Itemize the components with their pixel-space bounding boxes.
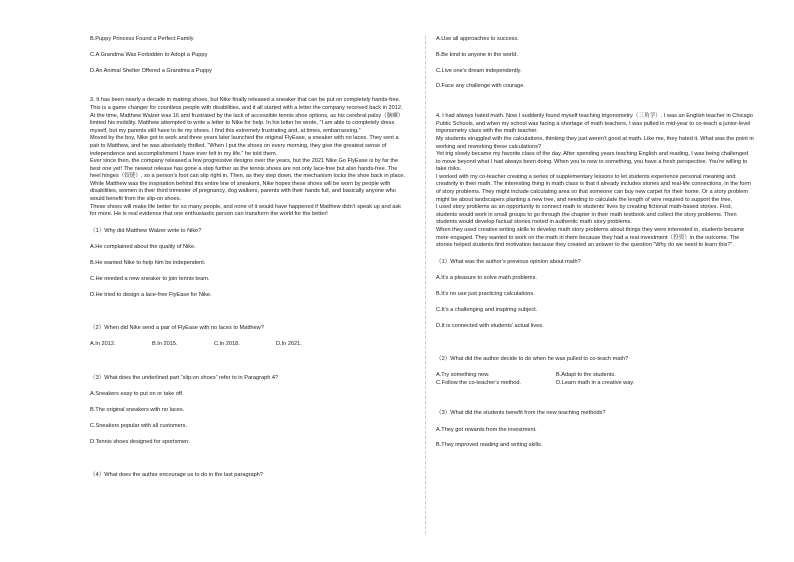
answer-option: A.In 2012.	[90, 341, 116, 348]
answer-option: C.It’s a challenging and inspiring subject.	[436, 306, 538, 313]
answer-option: B.They improved reading and writing skills.	[436, 442, 543, 449]
answer-option: C.He needed a new sneaker to join tennis team.	[90, 276, 210, 282]
answer-option-row	[436, 380, 754, 388]
prev-option: D.An Animal Shelter Offered a Grandma a Puppy	[90, 67, 212, 74]
prev-option: C.A Grandma Was Forbidden to Adopt a Puppy	[90, 51, 208, 58]
prev-option: A.Use all approaches to success.	[436, 36, 519, 42]
passage-paragraph: I used story problems as an opportunity to connect math to students’ lives by creating fictional math-based stories. First, students would work in small groups to go through the chapter in their math textbook and collect the story problems. Then students would develop factual stories rooted in authentic math story problems.	[436, 204, 737, 226]
answer-option: A.Sneakers easy to put on or take off.	[90, 390, 184, 397]
answer-option: D.In 2021.	[276, 341, 302, 348]
passage-paragraph: Ever since then, the company released a few progressive designs over the years, but the 2021 Nike Go FlyEase is by far the best one yet! The newest release has gone a step further as the tennis shoes are not only lace-free but also hands-free. The heel hinges（铰链）, so a person’s foot can slip right in. Then, as they step down, the mechanism locks the shoe back in place.	[90, 158, 406, 180]
answer-option: D.Tennis shoes designed for sportsmen.	[90, 438, 190, 445]
prev-option: B.Be kind to anyone in the world.	[436, 51, 518, 58]
passage-paragraph: 4. I had always hated math. Now I suddenly found myself teaching trigonometry（三角学）. I was an English teacher in Chicago Public Schools, and when my school was facing a shortage of math teachers, I was pulled in mid-year to co-teach a junior-level trigonometry class with the math teacher.	[436, 113, 753, 135]
spacer	[90, 455, 408, 463]
passage-paragraph: 3. It has been nearly a decade in making shoes, but Nike finally released a sneaker that can be put on completely hands-free. This is a game changer for countless people with disabilities, and it all started with a letter the company received back in 2012.	[90, 97, 403, 111]
answer-option: D.It is connected with students’ actual lives.	[436, 322, 544, 329]
left-column	[90, 36, 408, 488]
passage-paragraph: While Matthew was the inspiration behind this entire line of sneakers, Nike hopes these shoes will be worn by people with disabilities, women in their third trimester of pregnancy, dog walkers, parents with their hands full, and basically anyone who would benefit from the slip-on shoes.	[90, 180, 396, 203]
answer-option: C.Follow the co-teacher’s method.	[436, 379, 521, 386]
spacer	[436, 339, 754, 347]
question-stem: （1）What was the author’s previous opinion about math?	[436, 258, 581, 265]
answer-option: A.It’s a pleasure to solve math problems.	[436, 275, 537, 281]
answer-option: A.He complained about the quality of Nike.	[90, 244, 196, 251]
passage-paragraph: At the time, Matthew Walzer was 16 and frustrated by the lack of accessible tennis shoe options, as his cerebral palsy（脑瘫）limited his mobility. Matthew attempted to write a letter to Nike for help. In his letter he wrote, “I am able to completely dress myself, but my parents still have to tie my shoes. I find this extremely frustrating and, at times, embarrassing.”	[90, 112, 404, 134]
passage-paragraph: These shoes will make life better for so many people, and none of it would have happened if Matthew didn’t speak up and ask for more. He is real evidence that one enthusiastic person can transform the world for the better!	[90, 203, 401, 218]
column-divider	[425, 36, 426, 534]
answer-option: D.He tried to design a lace-free FlyEase for Nike.	[90, 291, 212, 298]
spacer	[90, 358, 408, 366]
question-stem: （3）What did the students benefit from the new teaching methods?	[436, 410, 606, 417]
prev-option: C.Live one’s dream independently.	[436, 67, 522, 74]
answer-option: B.The original sneakers with no laces.	[90, 406, 185, 413]
answer-option: B.In 2015.	[152, 341, 178, 348]
passage-paragraph: When they used creative writing skills to develop math story problems about things they were interested in, students became more engaged. They wanted to work on the math in them because they had a real investment（投资）in the outcome. The stories helped students find motivation because they created an answer to the question “Why do we need to learn this?”.	[436, 227, 745, 249]
passage-paragraph: Yet trig slowly became my favorite class of the day. After spending years teaching English and reading, I was being challenged to move beyond what I had always been doing. When you’re new to something, you have a fresh perspective. You’re willing to take risks.	[436, 151, 749, 173]
question-stem: （1）Why did Matthew Walzer write to Nike?	[90, 227, 202, 234]
passage-4	[436, 113, 754, 250]
prev-option: B.Puppy Princess Found a Perfect Family	[90, 36, 194, 42]
question-stem: （2）What did the author decide to do when he was pulled to co-teach math?	[436, 355, 629, 362]
passage-3	[90, 97, 408, 219]
prev-option: D.Face any challenge with courage.	[436, 83, 525, 90]
answer-option: B.It’s no use just practicing calculations.	[436, 290, 535, 297]
answer-option: A.They got rewards from the investment.	[436, 426, 537, 433]
question-stem: （4）What does the author encourage us to do in the last paragraph?	[90, 471, 263, 478]
spacer	[90, 83, 408, 97]
answer-option-row	[436, 372, 754, 380]
answer-option: D.Learn math in a creative way.	[556, 379, 635, 386]
right-column	[436, 36, 754, 458]
passage-paragraph: Moved by the boy, Nike got to work and three years later launched the original FlyEase, a sneaker with no laces. They sent a pair to Matthew, and he was absolutely thrilled. “When I put the shoes on every morning, they give the greatest sense of independence and accomplishment I have ever felt in my life.” he told them.	[90, 135, 399, 157]
answer-option: C.Sneakers popular with all customers.	[90, 422, 188, 429]
spacer	[436, 387, 754, 401]
passage-paragraph: I worked with my co-teacher creating a series of supplementary lessons to let students experience personal meaning and creativity in their math. The interesting thing in math class is that it already includes stories and real-life connections, in the form of story problems. They might include calculating area so that someone can buy new carpet for their home. Or a story problem might be about landscapers planting a new tree, and needing to calculate the length of wire required to support the tree.	[436, 173, 751, 203]
spacer	[436, 99, 754, 113]
passage-paragraph: My students struggled with the calculations, thinking they just weren’t good at math. Like me, they hated it. What was the point in working and reworking these calculations?	[436, 135, 754, 150]
answer-option: A.Try something new.	[436, 372, 490, 379]
question-stem: （3）What does the underlined part “slip-on shoes” refer to in Paragraph 4?	[90, 374, 279, 381]
answer-option-row	[90, 341, 408, 349]
answer-option: B.Adapt to the students.	[556, 372, 616, 379]
question-stem: （2）When did Nike send a pair of FlyEase with no laces to Matthew?	[90, 324, 264, 331]
answer-option: B.He wanted Nike to help him be independent.	[90, 260, 206, 267]
spacer	[90, 308, 408, 316]
answer-option: C.In 2018.	[214, 341, 240, 348]
